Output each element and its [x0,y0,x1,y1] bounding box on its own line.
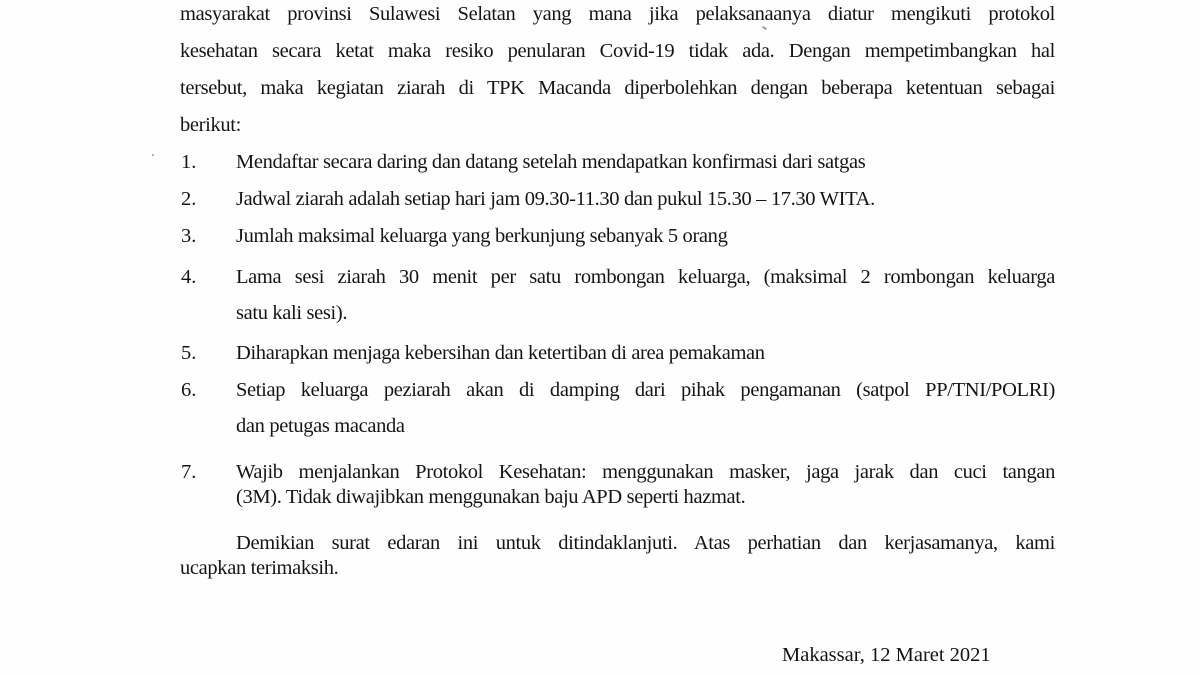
list-item-text: Lama sesi ziarah 30 menit per satu rombongan keluarga, (maksimal 2 rombongan keluarga [236,266,1055,288]
place-date: Makassar, 12 Maret 2021 [782,644,991,666]
list-item-text: Wajib menjalankan Protokol Kesehatan: menggunakan masker, jaga jarak dan cuci tangan [236,461,1055,483]
list-item-number: 2. [181,188,197,210]
scan-speck [152,154,154,156]
list-item-text: Mendaftar secara daring dan datang setelah mendapatkan konfirmasi dari satgas [236,151,866,173]
scan-speck [762,26,767,31]
list-item-number: 4. [181,266,197,288]
list-item-text: Jumlah maksimal keluarga yang berkunjung sebanyak 5 orang [236,225,728,247]
list-item-number: 7. [181,461,197,483]
closing-line: Demikian surat edaran ini untuk ditindaklanjuti. Atas perhatian dan kerjasamanya, kami [236,532,1055,554]
list-item-number: 1. [181,151,197,173]
list-item-number: 3. [181,225,197,247]
intro-line: berikut: [180,114,241,136]
list-item-text: Setiap keluarga peziarah akan di damping dari pihak pengamanan (satpol PP/TNI/POLRI) [236,379,1055,401]
list-item-text-continuation: dan petugas macanda [236,415,405,437]
list-item-text: Jadwal ziarah adalah setiap hari jam 09.30-11.30 dan pukul 15.30 – 17.30 WITA. [236,188,875,210]
intro-line: masyarakat provinsi Sulawesi Selatan yang mana jika pelaksanaanya diatur mengikuti protokol [180,3,1055,25]
closing-line: ucapkan terimaksih. [180,557,339,579]
intro-line: kesehatan secara ketat maka resiko penularan Covid-19 tidak ada. Dengan mempetimbangkan hal [180,40,1055,62]
list-item-text-continuation: (3M). Tidak diwajibkan menggunakan baju APD seperti hazmat. [236,486,746,508]
intro-line: tersebut, maka kegiatan ziarah di TPK Macanda diperbolehkan dengan beberapa ketentuan sebagai [180,77,1055,99]
list-item-number: 5. [181,342,197,364]
list-item-text: Diharapkan menjaga kebersihan dan ketertiban di area pemakaman [236,342,765,364]
list-item-number: 6. [181,379,197,401]
list-item-text-continuation: satu kali sesi). [236,302,348,324]
